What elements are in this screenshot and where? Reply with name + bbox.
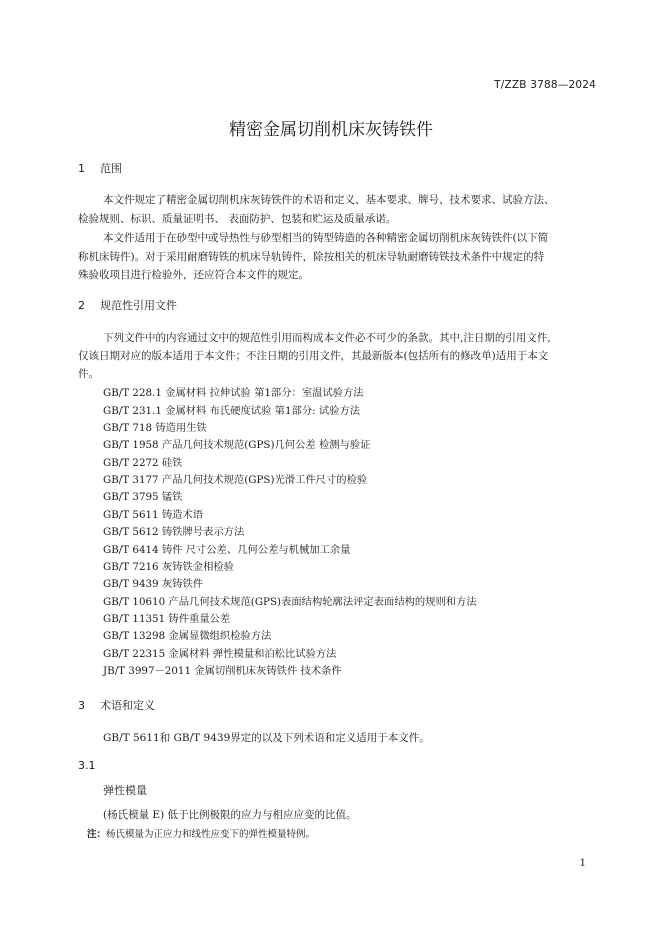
scope-para1-line2: 检验规则、标识、质量证明书、 表面防护、包装和贮运及质量承诺。 <box>78 213 397 225</box>
reference-item: GB/T 11351 铸件重量公差 <box>103 613 231 625</box>
scope-para2-line1: 本文件适用于在砂型中或导热性与砂型相当的铸型铸造的各种精密金属切削机床灰铸铁件(以下简 <box>103 232 549 244</box>
document-id: T/ZZB 3788—2024 <box>494 79 596 91</box>
normative-intro-line2: 仅该日期对应的版本适用于本文件；不注日期的引用文件，其最新版本(包括所有的修改单)适用于本文 <box>78 350 549 362</box>
reference-item: GB/T 5612 铸铁牌号表示方法 <box>103 526 245 538</box>
reference-item: GB/T 3795 锰铁 <box>103 491 183 503</box>
normative-intro-line1: 下列文件中的内容通过文中的规范性引用而构成本文件必不可少的条款。其中,注日期的引用文件, <box>103 332 551 344</box>
normative-intro-line3: 件。 <box>78 368 99 380</box>
section-title: 范围 <box>100 162 122 175</box>
section-heading-terms <box>78 697 155 713</box>
reference-item: GB/T 3177 产品几何技术规范(GPS)光滑工件尺寸的检验 <box>103 474 368 486</box>
section-heading-scope <box>78 160 122 176</box>
term-entry-number: 3.1 <box>78 759 96 772</box>
scope-para2-line3: 殊验收项目进行检验外，还应符合本文件的规定。 <box>78 269 309 281</box>
section-number: 1 <box>78 162 85 175</box>
reference-item: GB/T 7216 灰铸铁金相检验 <box>103 561 234 573</box>
section-title: 术语和定义 <box>100 699 155 712</box>
section-heading-normative <box>78 297 177 313</box>
reference-item: GB/T 13298 金属显微组织检验方法 <box>103 630 272 642</box>
reference-item: GB/T 10610 产品几何技术规范(GPS)表面结构轮廓法评定表面结构的规则和方法 <box>103 596 477 608</box>
reference-item: GB/T 228.1 金属材料 拉伸试验 第1部分：室温试验方法 <box>103 387 364 399</box>
terms-intro: GB/T 5611和 GB/T 9439界定的以及下列术语和定义适用于本文件。 <box>103 732 430 744</box>
page-number: 1 <box>579 858 586 869</box>
reference-item: GB/T 9439 灰铸铁件 <box>103 578 204 590</box>
section-number: 3 <box>78 699 85 712</box>
section-number: 2 <box>78 299 85 312</box>
reference-item: GB/T 6414 铸件 尺寸公差、几何公差与机械加工余量 <box>103 544 351 556</box>
section-title: 规范性引用文件 <box>100 299 177 312</box>
reference-item: GB/T 5611 铸造术语 <box>103 509 204 521</box>
term-name: 弹性模量 <box>103 784 147 797</box>
reference-item: GB/T 718 铸造用生铁 <box>103 422 207 434</box>
scope-para2-line2: 称机床铸件)。对于采用耐磨铸铁的机床导轨铸件，除按相关的机床导轨耐磨铸铁技术条件中规定的特 <box>78 251 545 263</box>
reference-item: GB/T 1958 产品几何技术规范(GPS)几何公差 检测与验证 <box>103 439 371 451</box>
reference-item: GB/T 231.1 金属材料 布氏硬度试验 第1部分: 试验方法 <box>103 405 361 417</box>
note-text: 杨氏模量为正应力和线性应变下的弹性模量特例。 <box>106 829 316 840</box>
term-definition: (杨氏模量 E) 低于比例极限的应力与相应应变的比值。 <box>103 809 357 821</box>
note-label: 注： <box>87 829 107 840</box>
scope-para1-line1: 本文件规定了精密金属切削机床灰铸铁件的术语和定义、基本要求、牌号、技术要求、试验方法、 <box>103 194 555 206</box>
page-title: 精密金属切削机床灰铸铁件 <box>229 120 433 140</box>
reference-item: JB/T 3997－2011 金属切削机床灰铸铁件 技术条件 <box>103 665 342 677</box>
term-note <box>87 826 315 840</box>
reference-item: GB/T 2272 硅铁 <box>103 457 183 469</box>
reference-item: GB/T 22315 金属材料 弹性模量和泊松比试验方法 <box>103 648 337 660</box>
